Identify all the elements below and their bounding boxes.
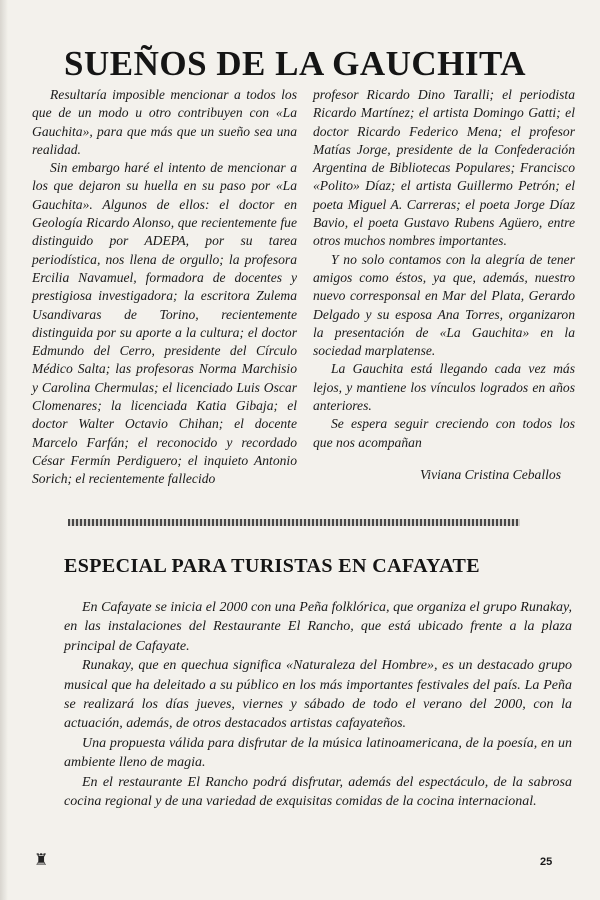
article-paragraph: Runakay, que en quechua significa «Naturaleza del Hombre», es un destacado grupo musical que ha deleitado a su público en los más importantes festivales del país. La Peña se realizará los días jueves, viernes y sábado de todo el verano del 2000, con la actuación, además, de otros destacados artistas cafayateños.	[64, 658, 572, 732]
article-paragraph: La Gauchita está llegando cada vez más lejos, y mantiene los vínculos logrados en años anteriores.	[313, 361, 575, 414]
article-column-right	[313, 86, 575, 484]
article-paragraph: Sin embargo haré el intento de mencionar a los que dejaron su huella en su paso por «La Gauchita». Algunos de ellos: el doctor en Geología Ricardo Alonso, que recientemente fue distinguido por ADEPA, por su tarea periodística, nos llena de orgullo; la profesora Ercilia Navamuel, formadora de docentes y prestigiosa investigadora; la escritora Zulema Usandivaras de Torino, recientemente distinguida por su aporte a la cultura; el doctor Edmundo del Cerro, presidente del Círculo Médico Salta; las profesoras Norma Marchisio y Carolina Chermulas; el licenciado Luis Oscar Clomenares; la licenciada Katia Gibaja; el doctor Walter Octavio Chihan; el docente Marcelo Farfán; el reconocido y recordado César Fermín Perdiguero; el inquieto Antonio Sorich; el recientemente fallecido	[32, 160, 297, 487]
article-body	[64, 598, 572, 811]
section-divider	[68, 519, 520, 526]
article-title: SUEÑOS DE LA GAUCHITA	[63, 44, 527, 83]
article-paragraph: En el restaurante El Rancho podrá disfrutar, además del espectáculo, de la sabrosa cocina regional y de una variedad de exquisitas comidas de la cocina internacional.	[64, 774, 572, 810]
author-signature: Viviana Cristina Ceballos	[420, 466, 561, 482]
article-paragraph: Y no solo contamos con la alegría de tener amigos como éstos, ya que, además, nuestro nuevo corresponsal en Mar del Plata, Gerardo Delgado y su esposa Ana Torres, organizaron la presentación de «La Gauchita» en la sociedad marplatense.	[313, 251, 575, 359]
section-title: ESPECIAL PARA TURISTAS EN CAFAYATE	[64, 555, 480, 577]
article-paragraph-continued: profesor Ricardo Dino Taralli; el periodista Ricardo Martínez; el artista Domingo Gatti; el doctor Ricardo Federico Mena; el profesor Matías Jorge, presidente de la Confederación Argentina de Bibliotecas Populares; Francisco «Polito» Díaz; el artista Guillermo Petrón; el poeta Miguel A. Carreras; el poeta Jorge Díaz Bavio, el poeta Gustavo Rubens Agüero, entre otros muchos nombres importantes.	[313, 87, 575, 249]
gaucho-figure-icon: ♜	[34, 852, 49, 869]
article-paragraph: Una propuesta válida para disfrutar de la música latinoamericana, de la poesía, en un ambiente lleno de magia.	[64, 735, 572, 771]
page-binding-edge	[0, 0, 8, 900]
page-number: 25	[540, 856, 553, 868]
article-paragraph: Se espera seguir creciendo con todos los que nos acompañan	[313, 416, 575, 450]
article-paragraph: Resultaría imposible mencionar a todos los que de un modo u otro contribuyen con «La Gauchita», para que más que un sueño sea una realidad.	[32, 87, 297, 157]
article-column-left	[32, 86, 297, 489]
article-paragraph: En Cafayate se inicia el 2000 con una Peña folklórica, que organiza el grupo Runakay, en las instalaciones del Restaurante El Rancho, que está ubicado frente a la plaza principal de Cafayate.	[64, 600, 572, 654]
